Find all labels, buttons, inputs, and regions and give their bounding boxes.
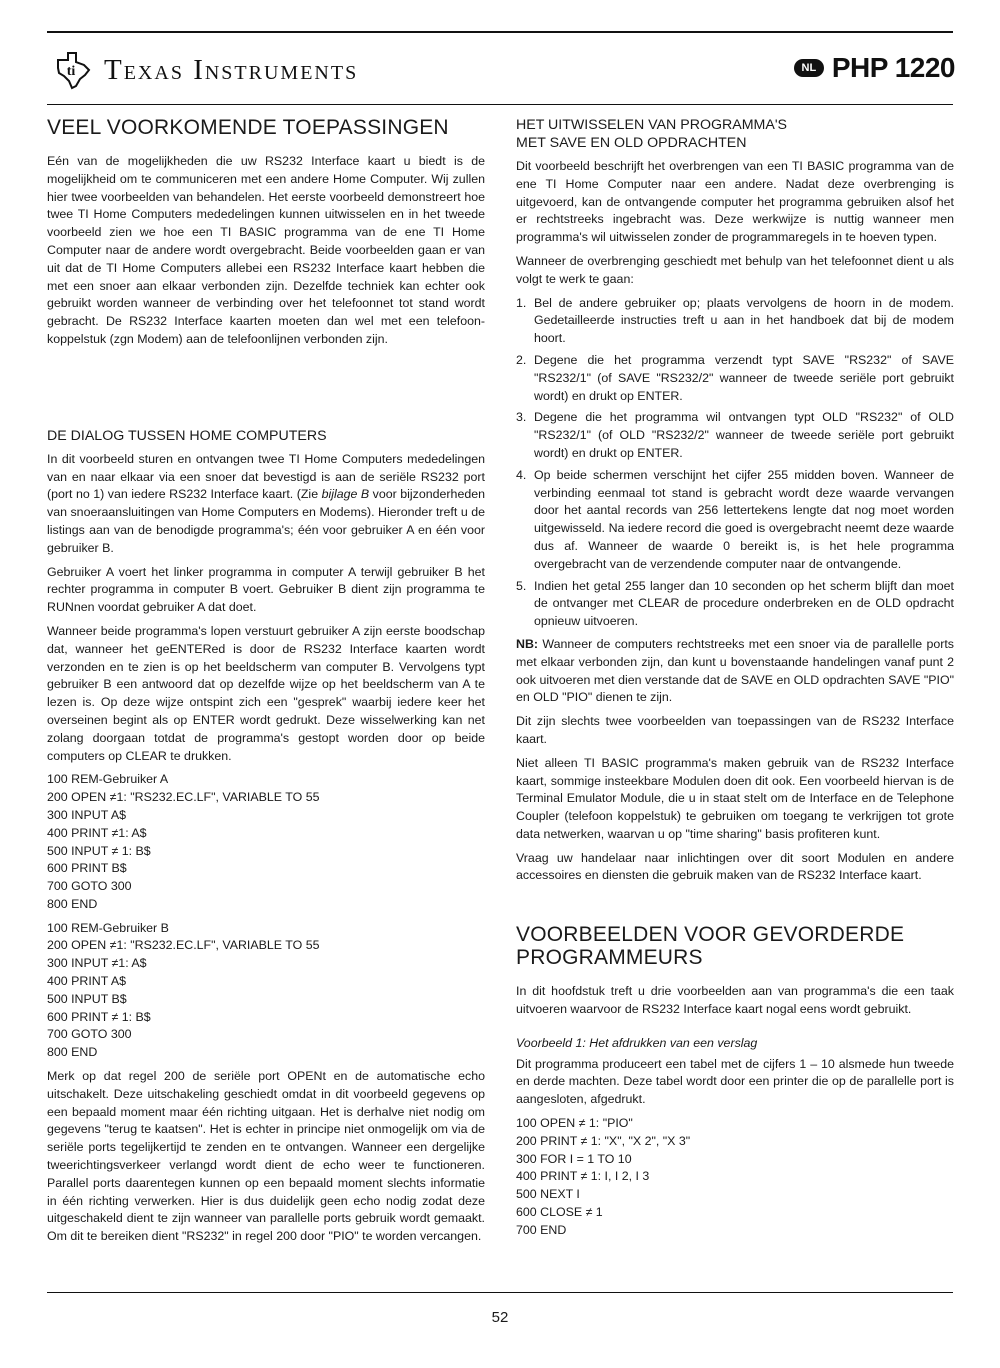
paragraph: Niet alleen TI BASIC programma's maken gebruik van de RS232 Interface kaart, sommige insteekbare Modulen doen dit ook. Een voorbeeld hiervan is de Terminal Emulator Module, die u in staat stelt om de Interface en de Telephone Coupler (telefoon koppelstuk) te gebruiken om toegang te verkrijgen tot grote data netwerken, waarvan u op "time sharing" basis profiteren kunt.	[516, 755, 954, 841]
text-run: In dit voorbeeld sturen en ontvangen twee TI Home Computers mededelingen van en naar elkaar via een snoer dat bevestigd is aan de seriële RS232 port (port no 1) van iedere RS232 Interface kaart. (Zie	[47, 451, 485, 502]
paragraph	[47, 451, 485, 558]
step-number: 4.	[516, 467, 527, 482]
model-number: PHP 1220	[831, 52, 955, 83]
paragraph: Dit programma produceert een tabel met de cijfers 1 – 10 alsmede hun tweede en derde machten. Deze tabel wordt door een printer die op de parallelle port is aangesloten, afgedrukt.	[516, 1056, 954, 1107]
top-rule	[47, 31, 953, 33]
spacer	[47, 355, 485, 427]
step-number: 5.	[516, 578, 527, 593]
code-line: 400 PRINT A$	[47, 974, 126, 989]
header-rule	[47, 104, 953, 105]
code-line: 300 INPUT ≠1: A$	[47, 956, 147, 971]
note-paragraph	[516, 636, 954, 707]
code-line: 500 INPUT ≠ 1: B$	[47, 843, 151, 858]
code-line: 700 GOTO 300	[47, 1027, 132, 1042]
list-item	[516, 467, 954, 574]
footer-rule	[47, 1292, 953, 1293]
appendix-reference: bijlage B	[321, 487, 370, 502]
code-line: 200 OPEN ≠1: "RS232.EC.LF", VARIABLE TO 55	[47, 790, 320, 805]
right-column	[516, 116, 954, 1246]
model-header	[794, 46, 955, 90]
code-line: 800 END	[47, 1045, 98, 1060]
step-text: Op beide schermen verschijnt het cijfer 255 midden boven. Wanneer de verbinding eenmaal tot stand is gebracht wordt deze waarde vervangen door het aantal records van 256 lettertekens lengte dat nog moet worden uitgewisseld. Na iedere record die goed is overgebracht neemt deze waarde dus af. Wanneer de waarde 0 bereikt is, is het hele programma overgebracht van de verzendende computer naar de ontvangende.	[534, 467, 954, 571]
texas-state-logo-icon	[50, 48, 94, 92]
page-number: 52	[491, 1309, 509, 1326]
spacer	[516, 1025, 954, 1035]
code-line: 500 INPUT B$	[47, 991, 127, 1006]
code-line: 300 FOR I = 1 TO 10	[516, 1151, 632, 1166]
code-line: 400 PRINT ≠ 1: I, I 2, I 3	[516, 1169, 650, 1184]
step-text: Degene die het programma verzendt typt SAVE "RS232" of SAVE "RS232/1" (of SAVE "RS232/2" wanneer de tweede seriële port gebruikt wordt) en drukt op ENTER.	[534, 352, 954, 403]
code-line: 100 REM-Gebruiker A	[47, 772, 169, 787]
example-title: Voorbeeld 1: Het afdrukken van een verslag	[516, 1035, 758, 1050]
step-number: 3.	[516, 410, 527, 425]
code-line: 200 PRINT ≠ 1: "X", "X 2", "X 3"	[516, 1133, 691, 1148]
paragraph: In dit hoofdstuk treft u drie voorbeelden aan van programma's die een taak uitvoeren waarvoor de RS232 Interface kaart nogal eens wordt gebruikt.	[516, 984, 954, 1017]
code-line: 100 REM-Gebruiker B	[47, 920, 169, 935]
list-item	[516, 578, 954, 631]
code-line: 400 PRINT ≠1: A$	[47, 825, 147, 840]
brand-header	[50, 42, 358, 98]
code-line: 800 END	[47, 896, 98, 911]
note-label: NB:	[516, 636, 539, 651]
step-list	[516, 295, 954, 631]
spacer	[516, 891, 954, 923]
paragraph: Wanneer beide programma's lopen verstuurt gebruiker A zijn eerste boodschap dat, wanneer het geENTERed is door de RS232 Interface kaarten wordt verzonden en te zien is op het beeldscherm van computer B. Vervolgens typt gebruiker B een antwoord dat op dezelfde wijze op het beeldscherm van A te lezen is. Op deze wijze ontspint zich een "gesprek" waarbij iedere keer het overseinen begint als op ENTER wordt gedrukt. Deze wisselwerking kan net zolang doorgaan totdat de programma's gestopt worden door op beide computers op CLEAR te drukken.	[47, 623, 485, 763]
brand-name: Texas Instruments	[104, 53, 359, 86]
left-column	[47, 116, 485, 1252]
paragraph: Dit zijn slechts twee voorbeelden van toepassingen van de RS232 Interface kaart.	[516, 714, 954, 746]
code-line: 600 PRINT B$	[47, 861, 127, 876]
paragraph: Vraag uw handelaar naar inlichtingen over dit soort Modulen en andere accessoires en diensten die gebruik maken van de RS232 Interface kaart.	[516, 850, 954, 883]
paragraph: Merk op dat regel 200 de seriële port OPENt en de automatische echo uitschakelt. Deze uitschakeling geschiedt omdat in dit voorbeeld gegevens op een bepaald moment maar één richting uitgaan. Het is derhalve niet nodig om gegevens "terug te kaatsen". Het is echter in principe niet onmogelijk om via de seriële ports tegelijkertijd te zenden en te ontvangen. Wanneer een dergelijke tweerichtingsverkeer verlangd wordt dient de echo weer te functioneren. Parallel ports daarentegen kunnen op een bepaald moment slechts informatie in één richting verwerken. Hier is dus duidelijk geen echo nodig zodat deze uitgeschakeld dient te zijn wanneer van parallelle ports gebruik wordt gemaakt. Om dit te bereiken dient "RS232" in regel 200 door "PIO" te worden vercangen.	[47, 1069, 485, 1244]
code-line: 300 INPUT A$	[47, 807, 126, 822]
code-listing-c	[516, 1115, 954, 1240]
step-text: Bel de andere gebruiker op; plaats vervolgens de hoorn in de modem. Gedetailleerde instructies treft u aan in het handboek dat bij de modem hoort.	[534, 295, 954, 346]
list-item	[516, 352, 954, 405]
code-line: 600 PRINT ≠ 1: B$	[47, 1009, 151, 1024]
step-text: Degene die het programma wil ontvangen typt OLD "RS232" of OLD "RS232/1" (of OLD "RS232/2" wanneer de tweede seriële port gebruikt wordt) en drukt op ENTER.	[534, 410, 954, 460]
section-title: VEEL VOORKOMENDE TOEPASSINGEN	[47, 116, 449, 139]
section-title: HET UITWISSELEN VAN PROGRAMMA'S MET SAVE EN OLD OPDRACHTEN	[516, 117, 787, 151]
note-text: Wanneer de computers rechtstreeks met een snoer via de parallelle ports met elkaar verbonden zijn, dan kunt u bovenstaande handelingen vanaf punt 2 ook uitvoeren met dien verstande dat de SAVE en OLD opdrachten SAVE "PIO" en OLD "PIO" dienen te zijn.	[516, 636, 954, 705]
code-listing-a	[47, 771, 485, 913]
paragraph: Dit voorbeeld beschrijft het overbrengen van een TI BASIC programma van de ene TI Home Computer naar een andere. Nadat deze overbrenging is uitgevoerd, kan de ontvangende computer het programma gebruiken alsof het er rechtstreeks ingebracht was. Deze werkwijze is nuttig wanneer men programma's wil uitwisselen zonder de programmaregels in te hoeven typen.	[516, 159, 954, 245]
svg-text:ti: ti	[66, 64, 76, 79]
step-text: Indien het getal 255 langer dan 10 seconden op het scherm blijft dan moet de ontvanger met CLEAR de procedure onderbreken en de OLD opdracht opnieuw uitvoeren.	[534, 578, 954, 629]
section-title: DE DIALOG TUSSEN HOME COMPUTERS	[47, 427, 327, 444]
code-line: 600 CLOSE ≠ 1	[516, 1205, 603, 1220]
code-line: 500 NEXT I	[516, 1187, 580, 1202]
paragraph: Wanneer de overbrenging geschiedt met behulp van het telefoonnet dient u als volgt te werk te gaan:	[516, 253, 954, 286]
paragraph: Eén van de mogelijkheden die uw RS232 Interface kaart u biedt is de mogelijkheid om te communiceren met een andere Home Computer. Wij zullen hier twee voorbeelden van behandelen. Het eerste voorbeeld demonstreert hoe twee TI Home Computers mededelingen kunnen uitwisselen en in het tweede voorbeeld zien we hoe een TI BASIC programma van de ene TI Home Computer naar de andere wordt overgebracht. Beide voorbeelden gaan er van uit dat de TI Home Computers allebei een RS232 Interface kaart hebben die met een snoer aan elkaar verbonden zijn. Dezelfde techniek kan echter ook gebruikt worden wanneer de verbinding over het telefoonnet tot stand wordt gebracht. De RS232 Interface kaarten moeten dan wel met een telefoon-koppelstuk (zgn Modem) aan de telefoonlijnen verbonden zijn.	[47, 154, 485, 346]
code-listing-b	[47, 920, 485, 1062]
language-badge: NL	[794, 59, 824, 77]
code-line: 700 END	[516, 1222, 567, 1237]
paragraph: Gebruiker A voert het linker programma in computer A terwijl gebruiker B het rechter programma in computer B voert. Gebruiker B dient zijn programma te RUNnen voordat gebruiker A dat doet.	[47, 564, 485, 615]
step-number: 1.	[516, 295, 527, 310]
text-run: voor bijzonderheden van snoeraansluitingen van Home Computers en Modems). Hieronder treft u de listings aan van de benodigde programma's; één voor gebruiker A en één voor gebruiker B.	[47, 487, 486, 555]
step-number: 2.	[516, 352, 527, 367]
section-title: VOORBEELDEN VOOR GEVORDERDE PROGRAMMEURS	[516, 923, 905, 970]
code-line: 200 OPEN ≠1: "RS232.EC.LF", VARIABLE TO 55	[47, 938, 320, 953]
list-item	[516, 409, 954, 462]
code-line: 700 GOTO 300	[47, 879, 132, 894]
list-item	[516, 295, 954, 348]
code-line: 100 OPEN ≠ 1: "PIO"	[516, 1116, 633, 1131]
